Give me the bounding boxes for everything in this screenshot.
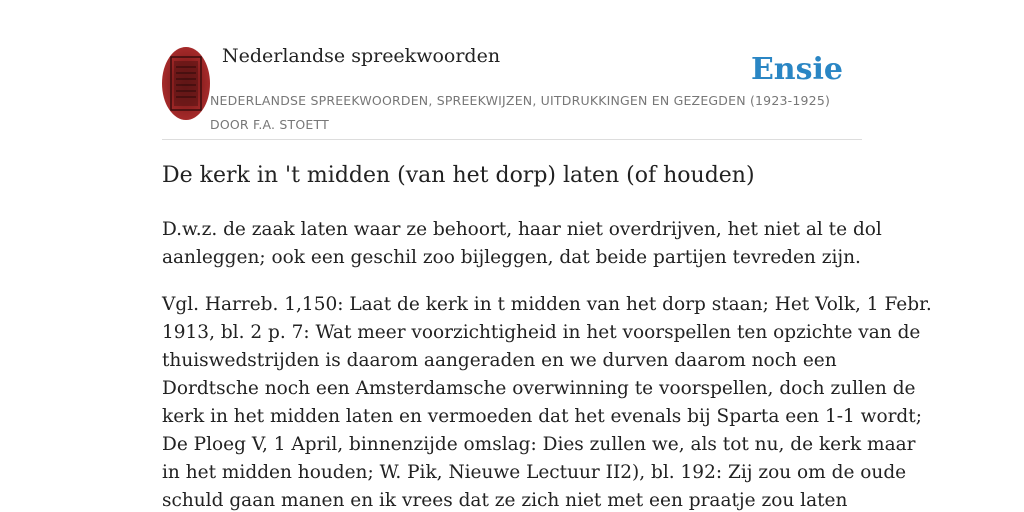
header-divider <box>162 139 862 140</box>
paragraph-line: kerk in het midden laten en vermoeden dat het evenals bij Sparta een 1-1 wordt; <box>162 406 922 427</box>
entry-paragraph-1 <box>162 216 882 272</box>
paragraph-line: 1913, bl. 2 p. 7: Wat meer voorzichtigheid in het voorspellen ten opzichte van de <box>162 322 921 343</box>
paragraph-line: De Ploeg V, 1 April, binnenzijde omslag: Dies zullen we, als tot nu, de kerk maar <box>162 434 916 455</box>
brand-logo[interactable]: Ensie <box>750 52 843 87</box>
paragraph-line: aanleggen; ook een geschil zoo bijleggen, dat beide partijen tevreden zijn. <box>162 247 861 268</box>
paragraph-line: in het midden houden; W. Pik, Nieuwe Lectuur II2), bl. 192: Zij zou om de oude <box>162 462 907 483</box>
entry-title: De kerk in 't midden (van het dorp) laten (of houden) <box>162 163 755 188</box>
paragraph-line: schuld gaan manen en ik vrees dat ze zich niet met een praatje zou laten <box>162 490 848 511</box>
paragraph-line: Dordtsche noch een Amsterdamsche overwinning te voorspellen, doch zullen de <box>162 378 916 399</box>
paragraph-line: D.w.z. de zaak laten waar ze behoort, haar niet overdrijven, het niet al te dol <box>162 219 882 240</box>
paragraph-line: thuiswedstrijden is daarom aangeraden en we durven daarom noch een <box>162 350 837 371</box>
book-title[interactable]: Nederlandse spreekwoorden <box>222 45 501 67</box>
book-subtitle: NEDERLANDSE SPREEKWOORDEN, SPREEKWIJZEN, UITDRUKKINGEN EN GEZEGDEN (1923-1925) <box>210 93 831 108</box>
book-cover-image[interactable] <box>162 47 210 120</box>
book-author: DOOR F.A. STOETT <box>210 117 329 132</box>
entry-paragraph-2 <box>162 291 932 512</box>
paragraph-line: Vgl. Harreb. 1,150: Laat de kerk in t midden van het dorp staan; Het Volk, 1 Febr. <box>162 294 932 315</box>
